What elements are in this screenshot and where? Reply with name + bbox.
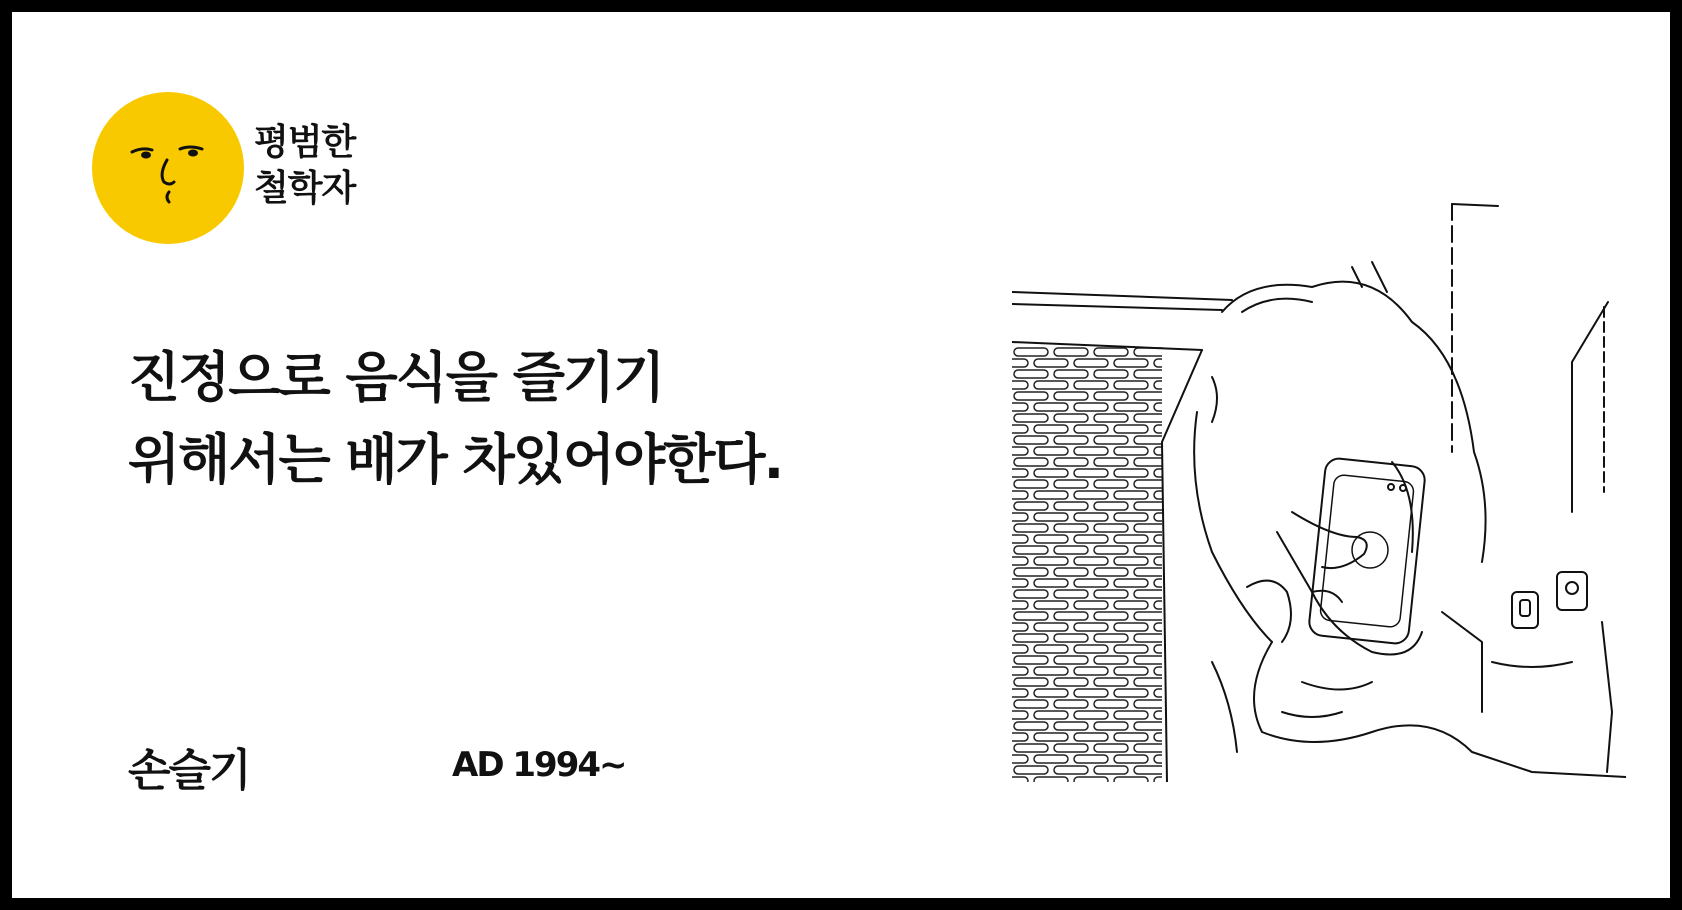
person-with-phone-line-art xyxy=(1012,192,1626,782)
author-years: AD 1994~ xyxy=(452,745,626,785)
author-name: 손슬기 xyxy=(128,745,250,796)
brand-name-line1: 평범한 xyxy=(254,122,356,163)
quote-text xyxy=(128,337,782,501)
brand-name xyxy=(254,120,355,212)
philosopher-face-logo xyxy=(92,92,244,244)
quote-line2: 위해서는 배가 차있어야한다. xyxy=(128,428,783,491)
quote-line1: 진정으로 음식을 즐기기 xyxy=(128,346,664,409)
brand-name-line2: 철학자 xyxy=(254,168,356,209)
quote-card xyxy=(12,12,1670,898)
